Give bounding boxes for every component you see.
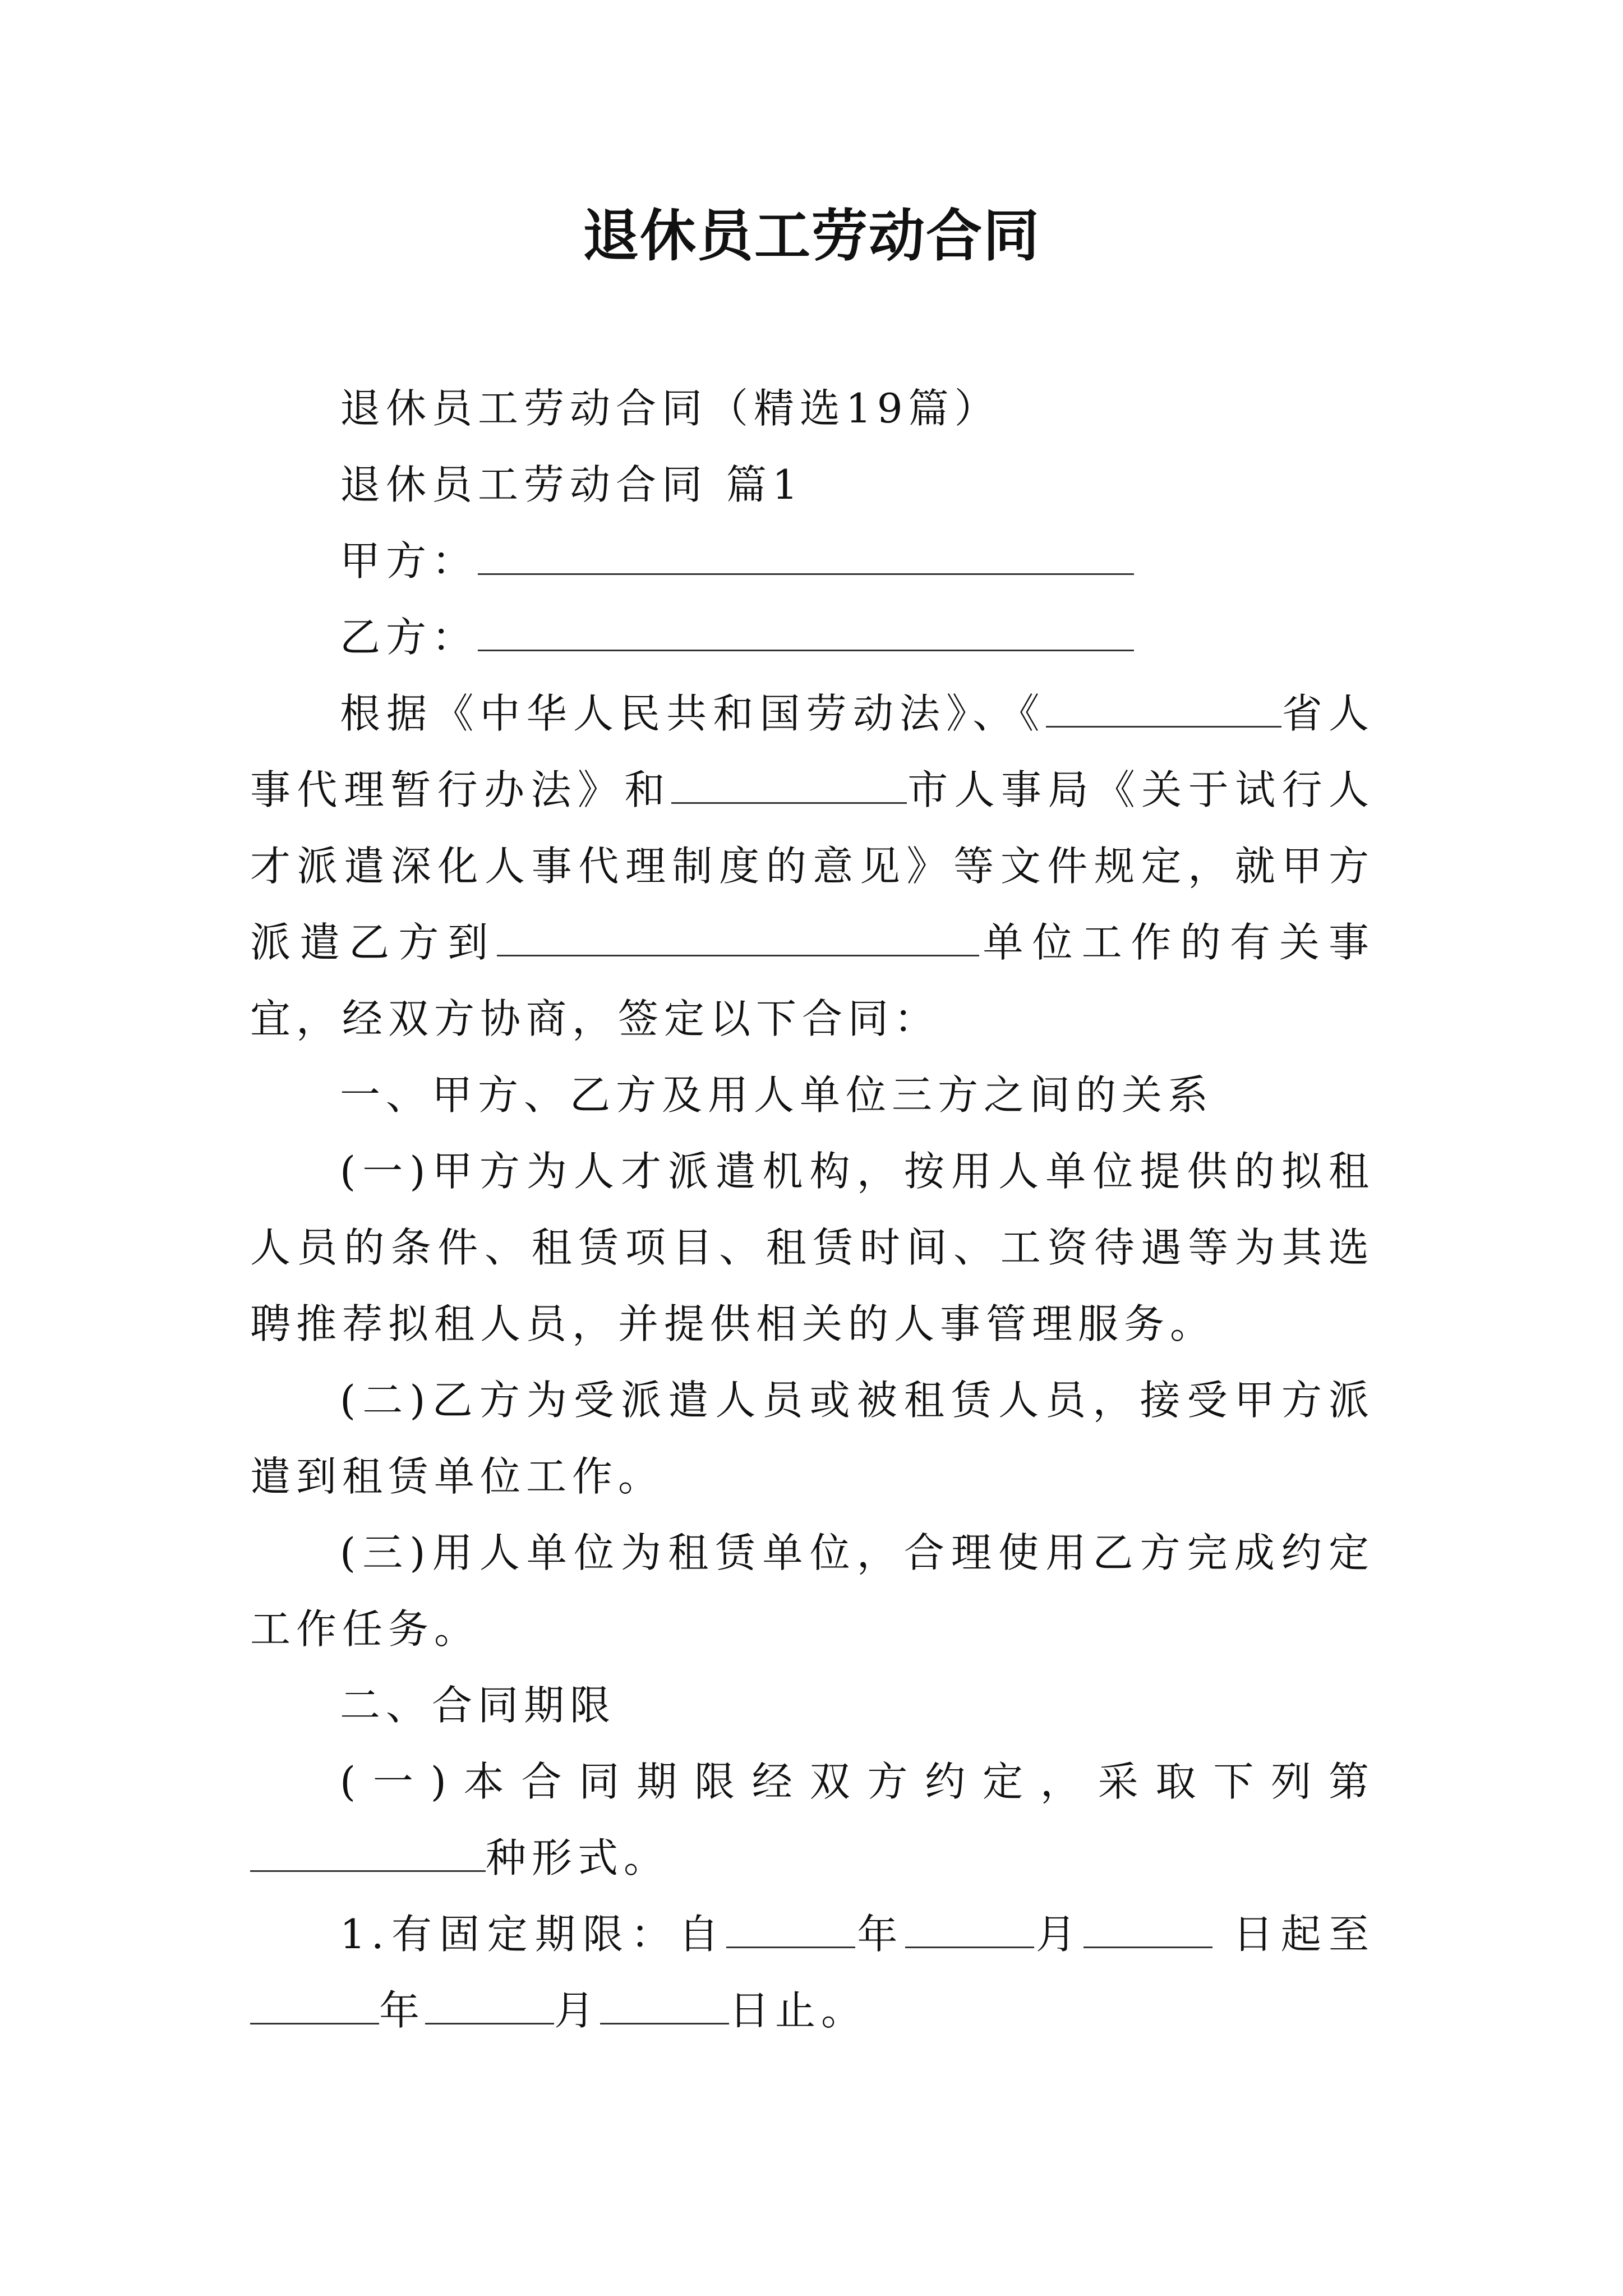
intro-paragraph (250, 675, 1375, 1057)
section-1-item-3: (三)用人单位为租赁单位，合理使用乙方完成约定工作任务。 (250, 1529, 1375, 1653)
subtitle: 退休员工劳动合同（精选19篇） (340, 385, 1000, 432)
start-year-blank (726, 1910, 855, 1948)
section-heading: 退休员工劳动合同 篇1 (340, 461, 804, 508)
section-1-item-1: (一)甲方为人才派遣机构，按用人单位提供的拟租人员的条件、租赁项目、租赁时间、工资待遇等为其选聘推荐拟租人员，并提供相关的人事管理服务。 (250, 1148, 1375, 1347)
party-b-line (250, 599, 1375, 675)
end-day-label: 日止。 (729, 1987, 868, 2034)
start-day-label: 日起至 (1233, 1911, 1375, 1958)
intro-text-4: 单位工作的有关事宜，经双方协商，签定以下合同： (250, 919, 1375, 1042)
party-a-label: 甲方： (340, 537, 478, 585)
end-month-label: 月 (554, 1987, 601, 2034)
party-b-label: 乙方： (340, 614, 478, 661)
fixed-term-line (250, 1896, 1375, 2049)
province-blank (1046, 689, 1281, 728)
intro-text-3: 市人事局《关于试行人才派遣深化人事代理制度的意见》等文件规定，就甲方派遣乙方到 (250, 766, 1375, 966)
city-blank (671, 766, 907, 804)
end-year-blank (250, 1986, 379, 2024)
start-month-label: 月 (1034, 1911, 1084, 1958)
document-body (250, 370, 1375, 2049)
end-day-blank (600, 1986, 729, 2024)
start-month-blank (905, 1910, 1034, 1948)
section-1-item-2: (二)乙方为受派遣人员或被租赁人员，接受甲方派遣到租赁单位工作。 (250, 1377, 1375, 1500)
unit-blank (497, 918, 979, 956)
intro-text-2: 省人事代理暂行办法》和 (250, 690, 1375, 813)
party-a-blank (478, 537, 1134, 575)
start-day-blank (1083, 1910, 1212, 1948)
party-a-line (250, 523, 1375, 599)
section-2-item-1 (250, 1743, 1375, 1896)
section-2-heading: 二、合同期限 (340, 1682, 616, 1729)
section-1-heading: 一、甲方、乙方及用人单位三方之间的关系 (340, 1071, 1214, 1119)
section-2-item-1-text: (一)本合同期限经双方约定，采取下列第 (340, 1758, 1375, 1805)
intro-text-1: 根据《中华人民共和国劳动法》、《 (340, 690, 1046, 737)
end-year-label: 年 (379, 1987, 426, 2034)
section-2-item-1-tail: 种形式。 (486, 1834, 670, 1881)
fixed-term-label: 1.有固定期限：自 (340, 1911, 727, 1958)
form-choice-blank (250, 1834, 486, 1872)
start-year-label: 年 (855, 1911, 905, 1958)
party-b-blank (478, 613, 1134, 651)
end-month-blank (425, 1986, 554, 2024)
document-title: 退休员工劳动合同 (583, 203, 1040, 269)
